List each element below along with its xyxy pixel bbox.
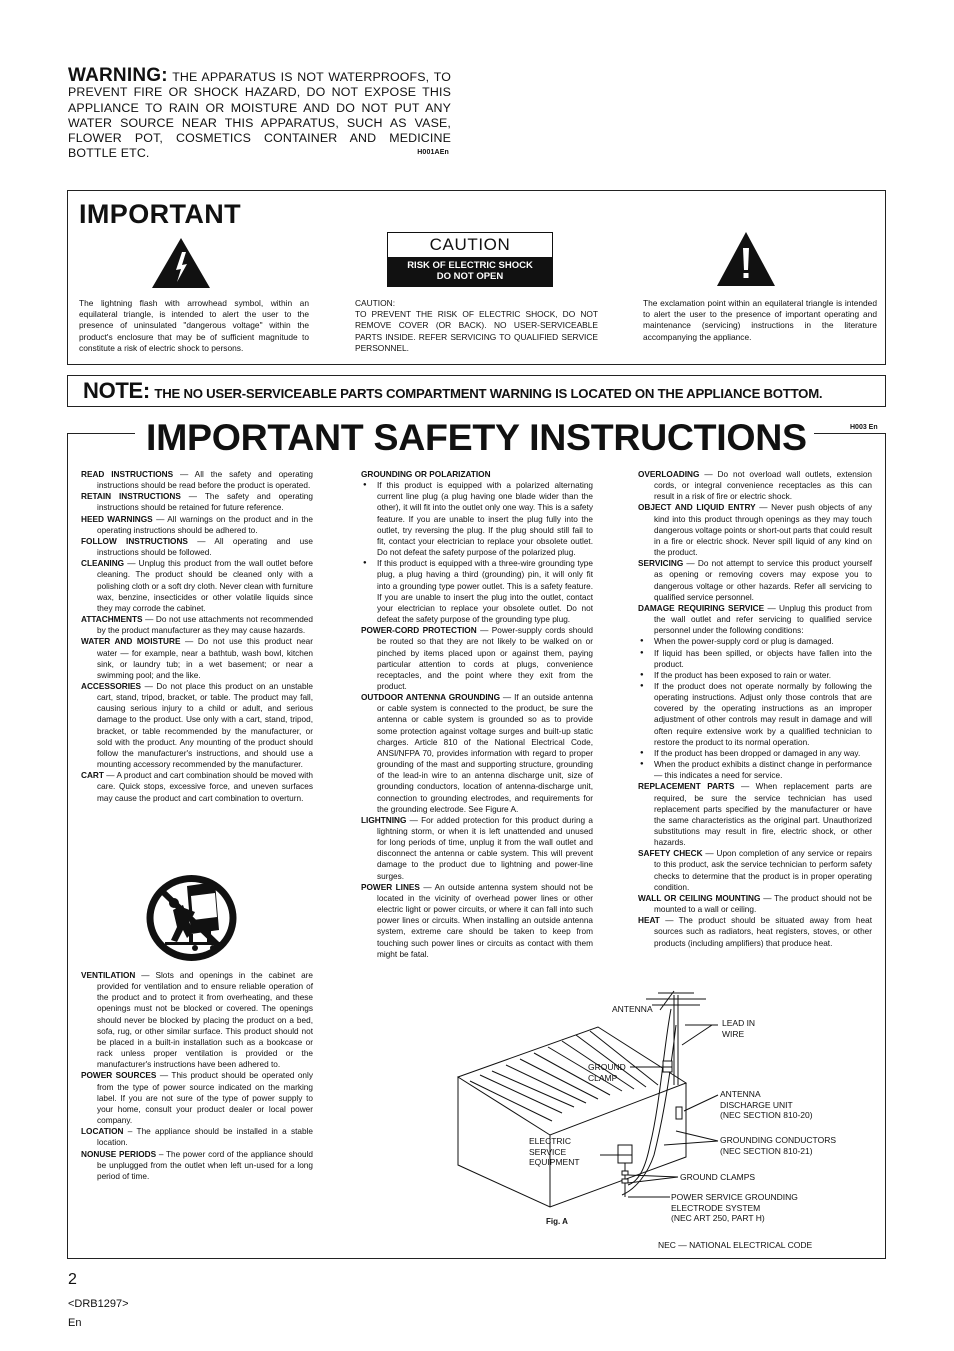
document-code: <DRB1297> <box>68 1298 129 1310</box>
instruction-heading: LIGHTNING <box>361 815 407 825</box>
instruction-entry <box>81 636 313 681</box>
label-grounding-conductors <box>720 1135 836 1156</box>
label-electric-line2: SERVICE <box>529 1146 567 1157</box>
label-lead-in-line2: WIRE <box>722 1028 745 1039</box>
instruction-entry <box>361 815 593 882</box>
warning-lead: WARNING: <box>68 65 168 86</box>
bullet-item: ● When the power-supply cord or plug is damaged. <box>638 636 872 647</box>
instruction-text: — Unplug this product from the wall outlet and refer servicing to qualified service personnel under the following conditions: <box>654 603 872 636</box>
label-discharge-unit <box>720 1089 813 1121</box>
note-box <box>67 375 886 407</box>
page-number: 2 <box>68 1271 77 1288</box>
instruction-entry <box>81 536 313 558</box>
instruction-text: — Do not attempt to service this product yourself as opening or removing covers may expose you to dangerous voltage or other hazards. Refer all servicing to qualified service personnel. <box>654 559 872 602</box>
label-electric-equipment <box>529 1136 580 1168</box>
safety-code: H003 En <box>850 424 878 431</box>
important-title: IMPORTANT <box>79 199 242 229</box>
caution-label-title: CAUTION <box>429 235 511 254</box>
instruction-text: — All operating and use instructions should be followed. <box>97 536 313 558</box>
instruction-heading: NONUSE PERIODS <box>81 1149 157 1159</box>
instruction-entry <box>638 603 872 636</box>
label-ground-clamp-line1: GROUND <box>588 1062 626 1072</box>
instruction-heading: SERVICING <box>638 559 684 569</box>
grounding-bullets <box>361 480 593 625</box>
label-electric-line3: EQUIPMENT <box>529 1157 580 1167</box>
label-discharge-line1: ANTENNA <box>720 1089 761 1099</box>
nec-footnote: NEC — NATIONAL ELECTRICAL CODE <box>658 1240 813 1250</box>
instruction-text: — This product should be operated only from the type of power source indicated on the marking label. If you are not sure of the type of power supply to your home, consult your product dealer or local power company. <box>97 1071 313 1126</box>
instruction-heading: POWER-CORD PROTECTION <box>361 626 477 636</box>
instruction-text: — The product should be situated away from heat sources such as radiators, heat registers, stoves, or other products (including amplifiers) that produce heat. <box>654 916 872 948</box>
bullet-item: ● If liquid has been spilled, or objects have fallen into the product. <box>638 648 872 670</box>
note-lead: NOTE: <box>83 378 150 403</box>
instruction-entry <box>81 614 313 636</box>
column-2-entries <box>361 625 593 960</box>
instruction-text: – The appliance should be installed in a stable location. <box>97 1127 313 1148</box>
instruction-text: — Upon completion of any service or repairs to this product, ask the service technician to perform safety checks to determine that the product is in proper operating condition. <box>654 849 872 892</box>
warning-text: THE APPARATUS IS NOT WATERPROOFS, TO PREVENT FIRE OR SHOCK HAZARD, DO NOT EXPOSE THIS APPLIANCE TO RAIN OR MOISTURE AND DO NOT PUT ANY WATER SOURCE NEAR THIS APPARATUS, SUCH AS VASE, FLOWER POT, COSMETICS CONTAINER AND MEDICINE BOTTLE ETC. <box>68 70 451 161</box>
caution-explanation-text: TO PREVENT THE RISK OF ELECTRIC SHOCK, DO NOT REMOVE COVER (OR BACK). NO USER-SERVICEABLE PARTS INSIDE. REFER SERVICING TO QUALIFIED SERVICE PERSONNEL. <box>355 309 598 353</box>
instruction-heading: DAMAGE REQUIRING SERVICE <box>638 603 765 613</box>
instruction-heading: FOLLOW INSTRUCTIONS <box>81 536 188 546</box>
instruction-text: — All the safety and operating instructions should be read before the product is operated. <box>97 470 313 491</box>
instruction-entry <box>81 469 313 491</box>
caution-label-sub <box>388 257 552 286</box>
column-1-bottom <box>81 970 313 1182</box>
language-code: En <box>68 1317 82 1329</box>
instruction-text: — A product and cart combination should be moved with care. Quick stops, excessive force, and uneven surfaces may cause the product and cart combination to overturn. <box>97 771 313 803</box>
column-2 <box>361 469 593 960</box>
label-ground-clamp-line2: CLAMP <box>588 1072 618 1083</box>
instruction-heading: POWER SOURCES <box>81 1071 157 1081</box>
instruction-text: — Never push objects of any kind into this product through openings as they may touch dangerous voltage points or short-out parts that could result in a fire or electric shock. Never spill liquid of any kind on the product. <box>654 503 872 558</box>
label-antenna: ANTENNA <box>612 1004 653 1014</box>
caution-explanation-head: CAUTION: <box>355 298 396 308</box>
bullet-item: ● When the product exhibits a distinct change in performance — this indicates a need for service. <box>638 759 872 781</box>
column-3-entries-bottom <box>638 781 872 948</box>
label-electrode-line2: ELECTRODE SYSTEM <box>671 1202 761 1213</box>
column-3 <box>638 469 872 949</box>
label-ground-clamps: GROUND CLAMPS <box>680 1172 756 1182</box>
safety-title: IMPORTANT SAFETY INSTRUCTIONS <box>146 416 807 458</box>
instruction-text: – The power cord of the appliance should be unplugged from the outlet when left un-used for a long period of time. <box>97 1149 313 1181</box>
instruction-text: — Do not place this product on an unstable cart, stand, tripod, bracket, or table. The product may fall, causing serious injury to a child or adult, and serious damage to the product. Use only with a cart, stand, tripod, bracket, or table recommended by the manufacturer, or sold with the product. Any mounting of the product should follow the manufacturer's instructions, and should use a mounting accessory recommended by the manufacturer. <box>97 681 313 770</box>
instruction-heading: REPLACEMENT PARTS <box>638 782 735 792</box>
column-3-entries-top <box>638 469 872 636</box>
instruction-entry <box>361 882 593 960</box>
instruction-entry <box>638 781 872 848</box>
lightning-warning-icon <box>151 237 211 289</box>
instruction-heading: OUTDOOR ANTENNA GROUNDING <box>361 693 501 703</box>
label-lead-in <box>722 1018 755 1039</box>
note-text: THE NO USER-SERVICEABLE PARTS COMPARTMENT WARNING IS LOCATED ON THE APPLIANCE BOTTOM. <box>154 386 823 401</box>
instruction-heading: RETAIN INSTRUCTIONS <box>81 492 181 502</box>
instruction-text: — Do not use attachments not recommended by the product manufacturer as they may cause hazards. <box>97 615 313 636</box>
label-lead-in-line1: LEAD IN <box>722 1018 756 1028</box>
instruction-text: — All warnings on the product and in the operating instructions should be adhered to. <box>97 514 313 535</box>
instruction-heading: WATER AND MOISTURE <box>81 637 181 647</box>
instruction-heading: HEAT <box>638 916 660 926</box>
exclamation-explanation: The exclamation point within an equilateral triangle is intended to alert the user to the presence of important operating and maintenance (servicing) instructions in the literature accompanying the appliance. <box>643 298 877 342</box>
label-conductors-line1: GROUNDING CONDUCTORS <box>720 1135 837 1145</box>
label-electric-line1: ELECTRIC <box>529 1136 572 1146</box>
caution-explanation <box>355 298 598 354</box>
instruction-text: — If an outside antenna or cable system is connected to the product, be sure the antenna or cable system is grounded so as to provide some protection against voltage surges and built-up static charges. Article 810 of the National Electrical Code, ANSI/NFPA 70, provides information with regard to proper grounding of the mast and supporting structure, grounding of the lead-in wire to an antenna discharge unit, size of grounding conductors, location of antenna-discharge unit, connection to grounding electrodes, and requirements for the grounding electrode. See Figure A. <box>377 693 593 814</box>
instruction-entry <box>81 1126 313 1148</box>
instruction-entry <box>638 893 872 915</box>
instruction-entry <box>81 491 313 513</box>
instruction-entry <box>361 625 593 692</box>
instruction-entry <box>638 502 872 558</box>
instruction-text: — Do not overload wall outlets, extension cords, or integral convenience receptacles as this can result in a risk of fire or electric shock. <box>654 470 872 502</box>
figure-caption: Fig. A <box>546 1217 568 1226</box>
caution-label-sub-line2: DO NOT OPEN <box>436 271 504 282</box>
label-ground-clamp <box>588 1062 626 1083</box>
instruction-text: — For added protection for this product during a lightning storm, or when it is left unattended and unused for long periods of time, unplug it from the wall outlet and disconnect the antenna or cable system. This will prevent damage to the product due to lightning and power-line surges. <box>377 815 593 881</box>
instruction-entry <box>81 558 313 614</box>
instruction-heading: OVERLOADING <box>638 470 700 479</box>
cart-tipover-icon <box>143 872 240 964</box>
instruction-entry <box>638 558 872 603</box>
bullet-item: ● If the product has been exposed to rain or water. <box>638 670 872 681</box>
label-conductors-line2: (NEC SECTION 810-21) <box>720 1145 813 1156</box>
instruction-heading: ATTACHMENTS <box>81 615 143 625</box>
instruction-entry <box>638 848 872 893</box>
bullet-item: ● If the product has been dropped or damaged in any way. <box>638 748 872 759</box>
instruction-text: — Power-supply cords should be routed so that they are not likely to be walked on or pinched by items placed upon or against them, paying particular attention to cords at plugs, convenience receptacles, and the point where they exit from the product. <box>377 626 593 691</box>
instruction-entry <box>81 970 313 1070</box>
frame-top-left-rule <box>67 433 135 434</box>
instruction-heading: SAFETY CHECK <box>638 849 703 859</box>
warning-paragraph <box>68 65 451 162</box>
instruction-text: — Slots and openings in the cabinet are provided for ventilation and to ensure reliable operation of the product and to protect it from overheating, and these openings must not be blocked or covered. The openings should never be blocked by placing the product on a bed, sofa, rug, or other similar surface. This product should not be placed in a built-in installation such as a bookcase or rack unless proper ventilation is provided or the manufacturer's instructions have been adhered to. <box>97 971 313 1070</box>
caution-label-sub-line1: RISK OF ELECTRIC SHOCK <box>407 260 533 271</box>
instruction-text: — An outside antenna system should not be located in the vicinity of overhead power lines or other electric light or power circuits, or where it can fall into such power lines or circuits. When installing an outside antenna system, extreme care should be taken to keep from touching such power lines or circuits as contact with them might be fatal. <box>377 882 593 959</box>
instruction-heading: POWER LINES <box>361 882 420 892</box>
label-electrode-system <box>671 1192 798 1224</box>
instruction-heading: HEED WARNINGS <box>81 514 153 524</box>
bullet-item: ● If this product is equipped with a three-wire grounding type plug, a plug having a third (grounding) pin, it will only fit into a grounding type power outlet. This is a safety feature. If you are unable to insert the plug into the outlet, contact your electrician to replace your obsolete outlet. Do not defeat the safety purpose of the grounding type plug. <box>361 558 593 625</box>
instruction-entry <box>638 915 872 948</box>
grounding-heading: GROUNDING OR POLARIZATION <box>361 470 491 479</box>
instruction-heading: ACCESSORIES <box>81 681 142 691</box>
frame-top-right-rule <box>814 433 886 434</box>
bullet-item: ● If this product is equipped with a polarized alternating current line plug (a plug having one blade wider than the other), it will fit into the outlet only one way. This is a safety feature. If you are unable to insert the plug fully into the outlet, try reversing the plug. If the plug should still fail to fit, contact your electrician to replace your obsolete outlet. Do not defeat the safety purpose of the polarized plug. <box>361 480 593 558</box>
instruction-text: — Do not use this product near water — for example, near a bathtub, wash bowl, kitchen sink, or laundry tub; in a wet basement; or near a swimming pool; and the like. <box>97 637 314 680</box>
label-discharge-line2: DISCHARGE UNIT <box>720 1099 793 1110</box>
column-1-top <box>81 469 313 804</box>
instruction-entry <box>81 1070 313 1126</box>
instruction-heading: OBJECT AND LIQUID ENTRY <box>638 503 756 513</box>
instruction-heading: CLEANING <box>81 559 125 569</box>
instruction-heading: READ INSTRUCTIONS <box>81 470 174 479</box>
label-electrode-line3: (NEC ART 250, PART H) <box>671 1213 765 1223</box>
instruction-entry <box>81 1149 313 1182</box>
caution-label <box>387 232 553 287</box>
instruction-heading: LOCATION <box>81 1127 124 1137</box>
instruction-entry <box>361 692 593 815</box>
service-condition-bullets <box>638 636 872 781</box>
instruction-text: — When replacement parts are required, be sure the service technician has used replacement parts specified by the manufacturer or have the same characteristics as the original part. Unauthorized substitutions may result in fire, electric shock, or other hazards. <box>654 782 872 848</box>
exclamation-warning-icon <box>716 231 776 287</box>
instruction-heading: WALL OR CEILING MOUNTING <box>638 893 761 903</box>
instruction-entry <box>81 681 313 770</box>
instruction-text: — Unplug this product from the wall outlet before cleaning. The product should be cleaned only with a polishing cloth or a soft dry cloth. Never clean with furniture wax, benzine, insecticides or other volatile liquids since they may corrode the cabinet. <box>97 559 313 613</box>
instruction-entry <box>638 469 872 502</box>
important-box <box>67 190 886 365</box>
lightning-explanation: The lightning flash with arrowhead symbol, within an equilateral triangle, is intended to alert the user to the presence of uninsulated "dangerous voltage" within the product's enclosure that may be of sufficient magnitude to constitute a risk of electric shock to persons. <box>79 298 309 353</box>
instruction-heading: VENTILATION <box>81 971 136 980</box>
label-discharge-line3: (NEC SECTION 810-20) <box>720 1110 813 1120</box>
bullet-item: ● If the product does not operate normally by following the operating instructions. Adjust only those controls that are covered by the operating instructions as an improper adjustment of other controls may result in damage and will often require extensive work by a qualified technician to restore the product to its normal operation. <box>638 681 872 748</box>
instruction-text: — The safety and operating instructions should be retained for future reference. <box>97 492 313 513</box>
instruction-text: — The product should not be mounted to a wall or ceiling. <box>654 893 873 915</box>
warning-code: H001AEn <box>417 149 449 157</box>
instruction-entry <box>81 770 313 803</box>
instruction-heading: CART <box>81 771 104 781</box>
label-electrode-line1: POWER SERVICE GROUNDING <box>671 1192 798 1202</box>
instruction-entry <box>81 514 313 536</box>
